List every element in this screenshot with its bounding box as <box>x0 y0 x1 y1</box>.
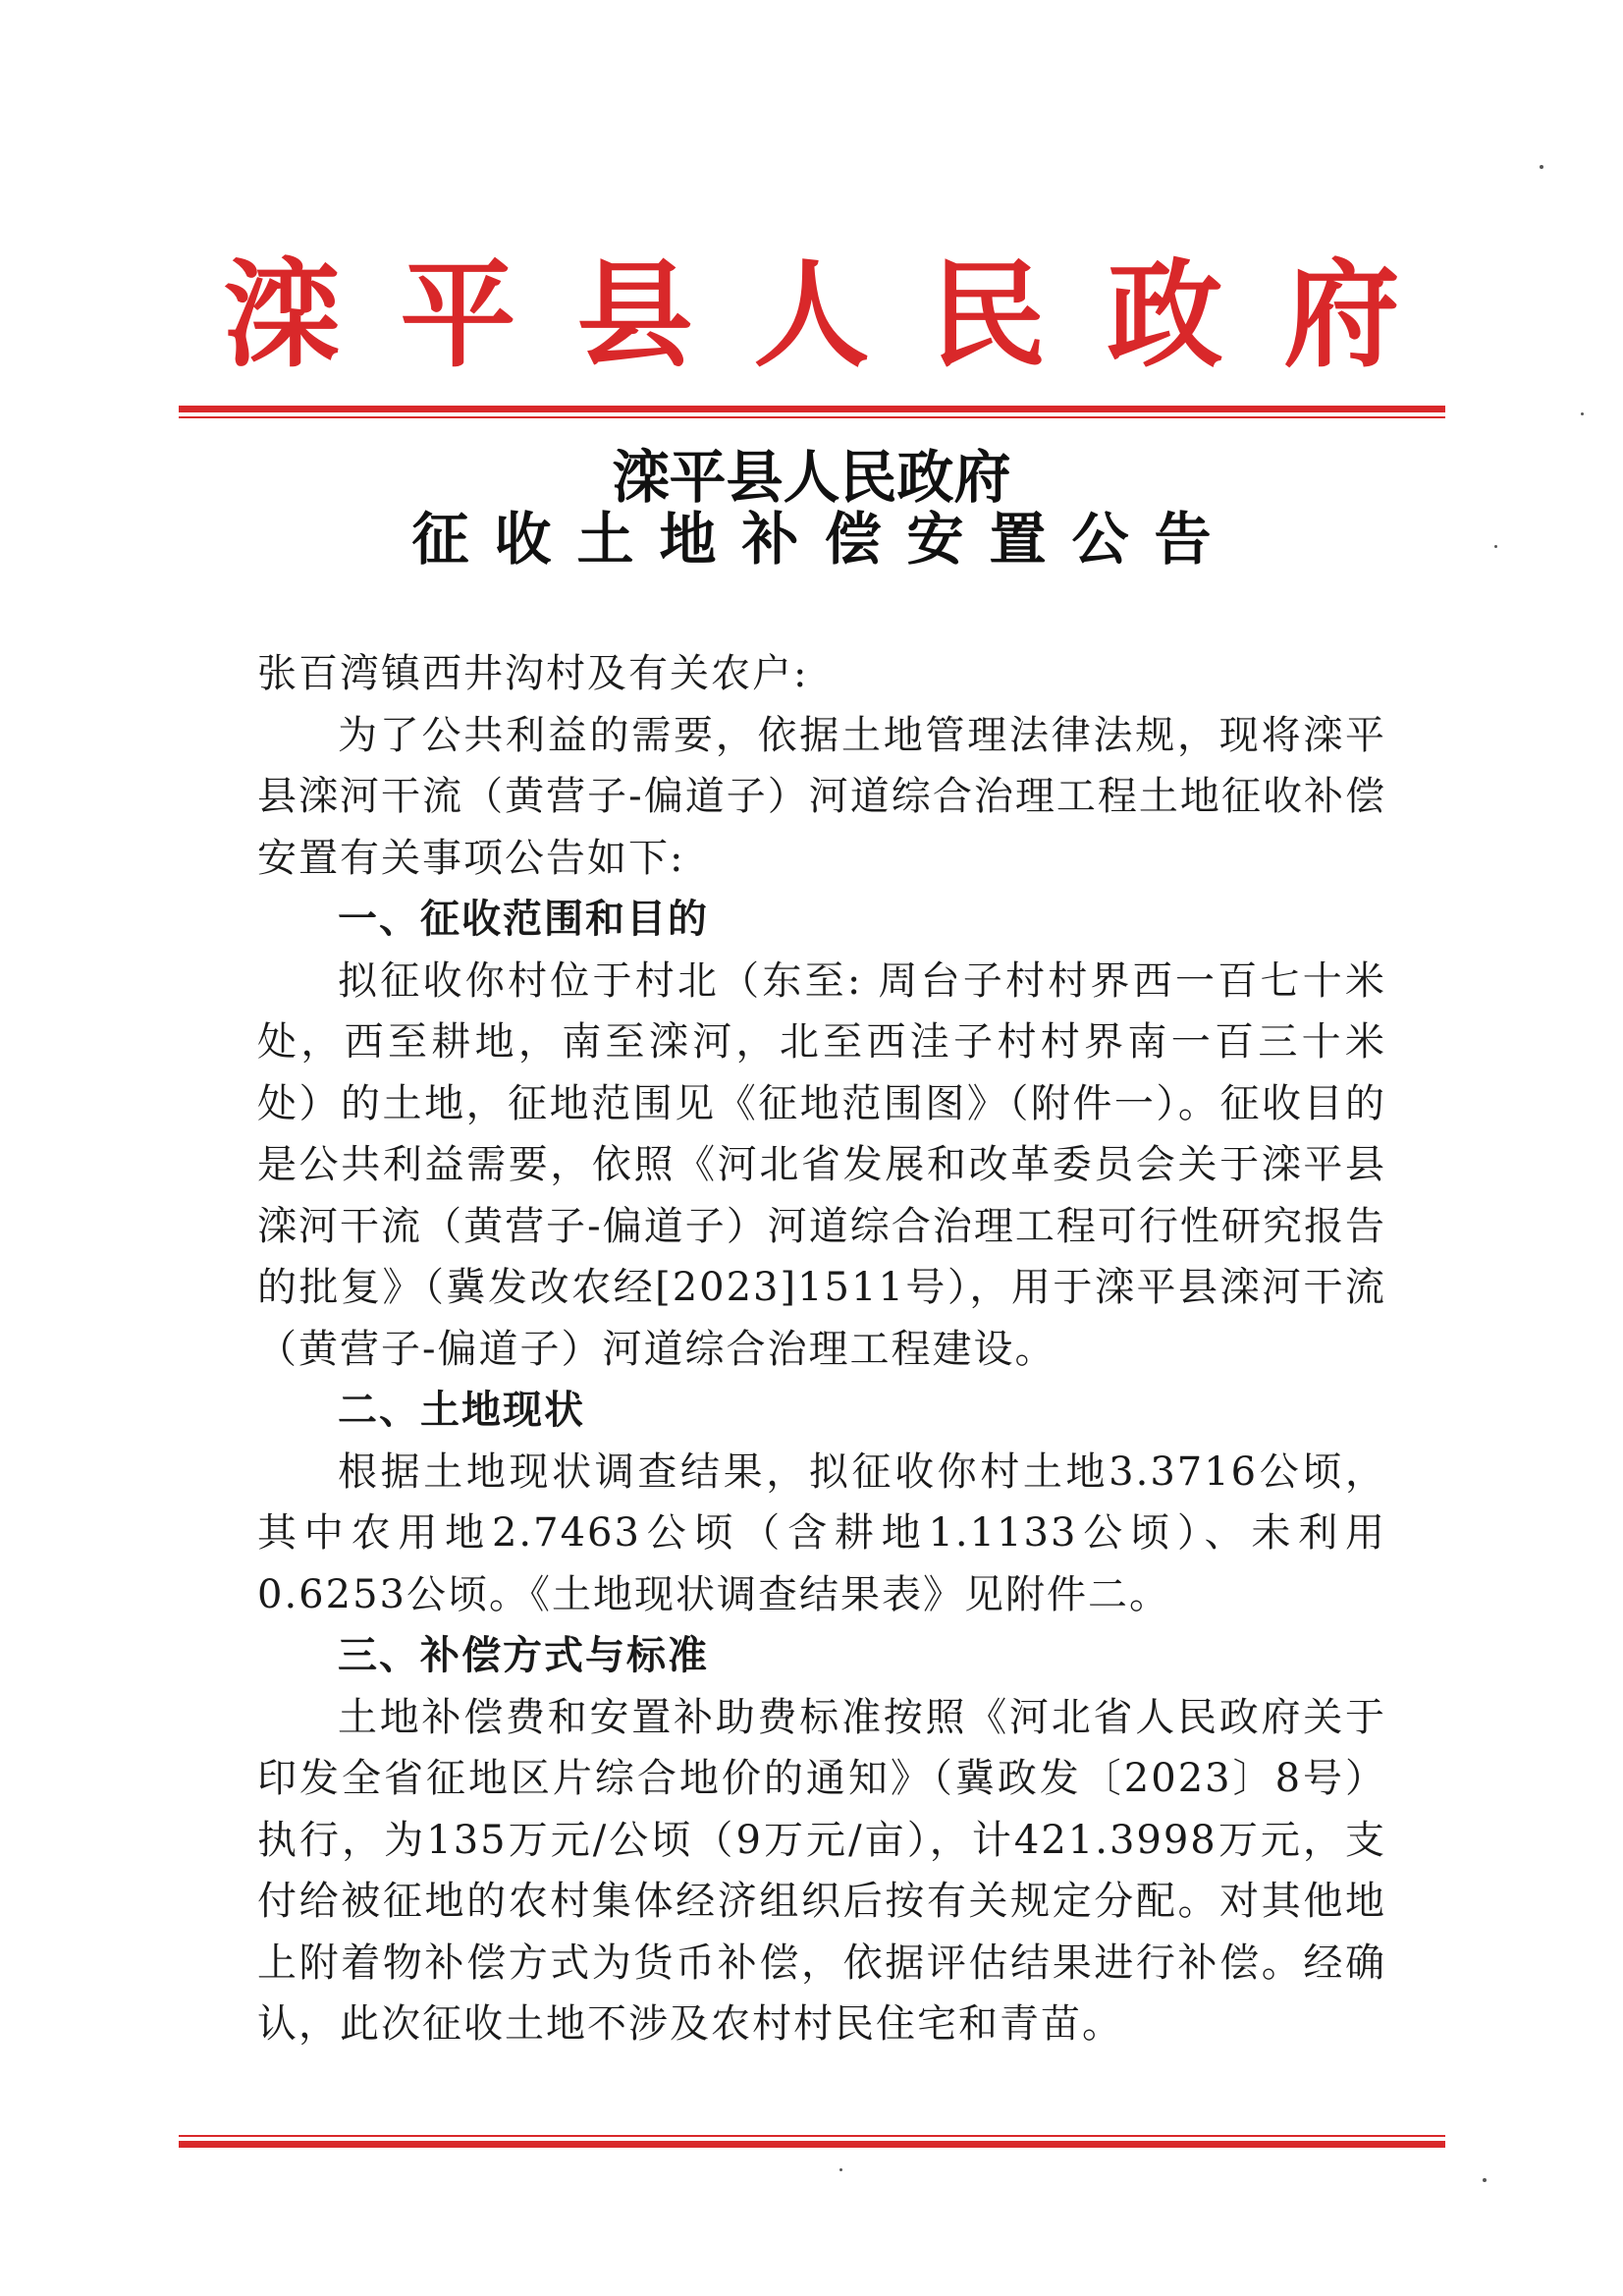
document-title-line2: 征收土地补偿安置公告 <box>411 506 1237 573</box>
section-text-compensation: 土地补偿费和安置补助费标准按照《河北省人民政府关于印发全省征地区片综合地价的通知》（冀政发〔2023〕8号）执行，为135万元/公顷（9万元/亩），计421.3998万元，支付给被征地的农村集体经济组织后按有关规定分配。对其他地上附着物补偿方式为货币补偿，依据评估结果进行补偿。经确认，此次征收土地不涉及农村村民住宅和青苗。 <box>257 1694 1386 2047</box>
section-text-scope: 拟征收你村位于村北（东至: 周台子村村界西一百七十米处，西至耕地，南至滦河，北至西洼子村村界南一百三十米处）的土地，征地范围见《征地范围图》（附件一）。征收目的是公共利益需要，依照《河北省发展和改革委员会关于滦平县滦河干流（黄营子-偏道子）河道综合治理工程可行性研究报告的批复》（冀发改农经[2023]1511号），用于滦平县滦河干流（黄营子-偏道子）河道综合治理工程建设。 <box>257 957 1386 1372</box>
scan-speck <box>1494 545 1497 548</box>
masthead-title: 滦平县人民政府 <box>223 246 1461 383</box>
footer-divider <box>179 2135 1445 2148</box>
document-body <box>257 643 1386 2055</box>
intro-paragraph: 为了公共利益的需要，依据土地管理法律法规，现将滦平县滦河干流（黄营子-偏道子）河道综合治理工程土地征收补偿安置有关事项公告如下: <box>257 712 1386 881</box>
scan-speck <box>1581 412 1584 415</box>
scan-speck <box>1483 2178 1487 2182</box>
section-heading-land-status: 二、土地现状 <box>338 1388 585 1433</box>
section-heading-scope: 一、征收范围和目的 <box>338 897 709 942</box>
scan-speck <box>1540 165 1543 169</box>
document-title-line1: 滦平县人民政府 <box>612 444 1011 511</box>
masthead-divider <box>179 406 1445 418</box>
salutation: 张百湾镇西井沟村及有关农户: <box>257 651 809 696</box>
section-heading-compensation: 三、补偿方式与标准 <box>338 1633 709 1678</box>
scan-speck <box>839 2168 842 2171</box>
section-text-land-status: 根据土地现状调查结果，拟征收你村土地3.3716公顷，其中农用地2.7463公顷（含耕地1.1133公顷）、未利用0.6253公顷。《土地现状调查结果表》见附件二。 <box>257 1449 1386 1617</box>
